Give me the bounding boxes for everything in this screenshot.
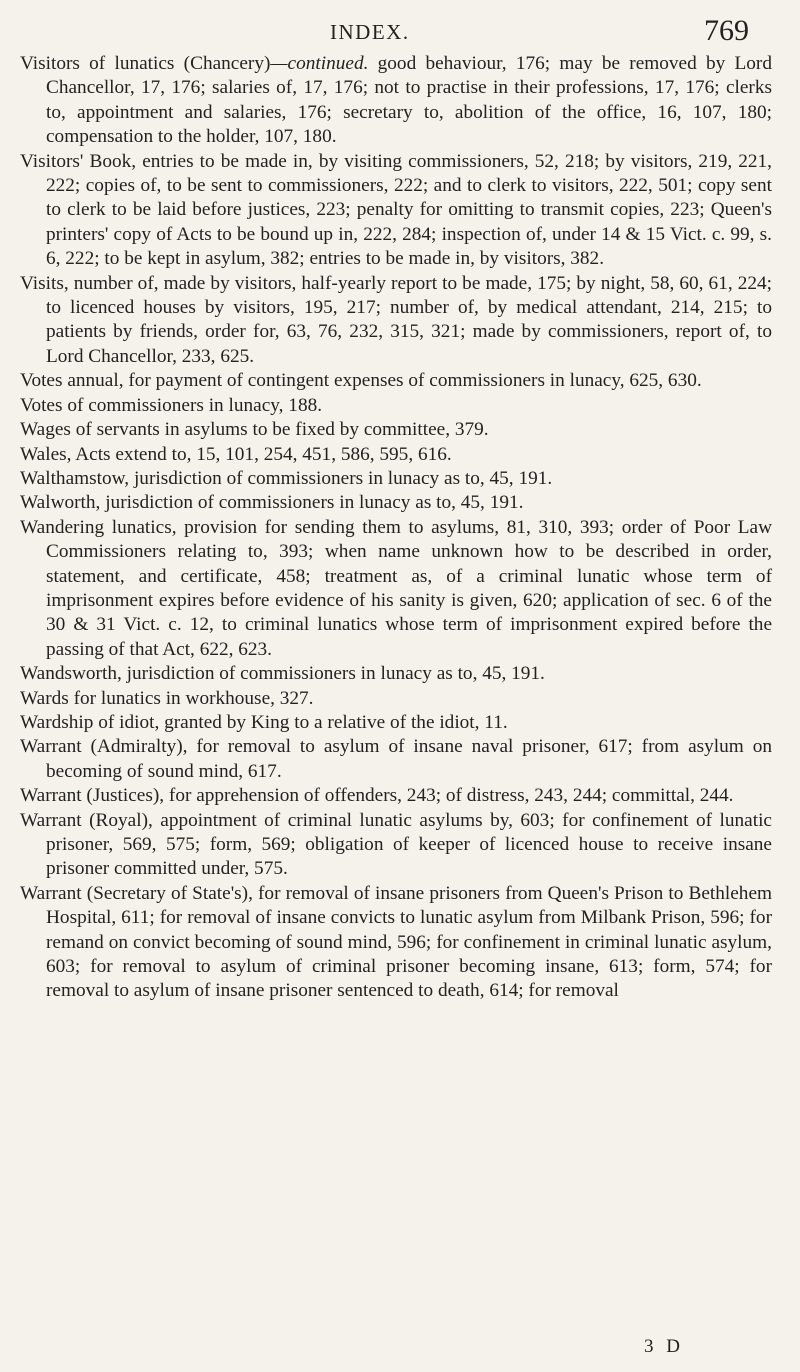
- index-entry: [20, 711, 772, 735]
- index-entry: [20, 809, 772, 882]
- entry-text: for removal to asylum of insane naval prisoner, 617; from asylum on becoming of sound mind, 617.: [46, 736, 772, 782]
- index-entry: [20, 52, 772, 150]
- entry-head: Warrant (Justices),: [20, 785, 165, 807]
- entry-text: of servants in asylums to be fixed by committee, 379.: [70, 419, 489, 441]
- entry-head: Warrant (Secretary of State's),: [20, 882, 253, 904]
- entry-head: Visits,: [20, 272, 69, 294]
- entry-text: good behaviour, 176; may be removed by Lord Chancellor, 17, 176; salaries of, 17, 176; not to practise in their professions, 17, 176; clerks to, appointment and salaries, 176; secretary to, abolition of the office, 16, 107, 180; compensation to the holder, 107, 180.: [46, 53, 772, 148]
- entry-text: for removal of insane prisoners from Queen's Prison to Bethlehem Hospital, 611; for removal of insane convicts to lunatic asylum from Milbank Prison, 596; for remand on convict becoming of sound mind, 596; for confinement in criminal lunatic asylum, 603; for removal to asylum of criminal prisoner becoming insane, 613; form, 574; for removal to asylum of insane prisoner sentenced to death, 614; for removal: [46, 882, 773, 1002]
- entry-head: Walthamstow,: [20, 467, 130, 489]
- entry-head: Wandsworth,: [20, 663, 122, 685]
- entry-head: Wages: [20, 419, 71, 441]
- entry-text: appointment of criminal lunatic asylums by, 603; for confinement of lunatic prisoner, 569, 575; form, 569; obligation of keeper of licenced house to receive insane prisoner committed under, 575.: [46, 809, 772, 880]
- entry-text: jurisdiction of commissioners in lunacy as to, 45, 191.: [100, 492, 524, 514]
- index-entry: [20, 784, 772, 808]
- index-entry: [20, 662, 772, 686]
- entry-head: Votes: [20, 370, 63, 392]
- entry-head: Wandering lunatics,: [20, 516, 177, 538]
- entry-text: annual, for payment of contingent expenses of commissioners in lunacy, 625, 630.: [62, 370, 702, 392]
- index-entry: [20, 516, 772, 662]
- index-entry: [20, 418, 772, 442]
- entry-text: provision for sending them to asylums, 81, 310, 393; order of Poor Law Commissioners relating to, 393; when name unknown how to be described in order, statement, and certificate, 458; treatment as, of a criminal lunatic whose term of imprisonment expires before evidence of his sanity is given, 620; application of sec. 6 of the 30 & 31 Vict. c. 12, to criminal lunatics whose term of imprisonment expired before the passing of that Act, 622, 623.: [46, 516, 772, 660]
- index-entry: [20, 735, 772, 784]
- entry-text: of idiot, granted by King to a relative of the idiot, 11.: [93, 711, 508, 733]
- entry-head: Wardship: [20, 711, 94, 733]
- entry-head: Visitors of lunatics (Chancery): [20, 53, 271, 74]
- entry-text: entries to be made in, by visiting commissioners, 52, 218; by visitors, 219, 221, 222; copies of, to be sent to commissioners, 222; and to clerk to visitors, 222, 501; copy sent to clerk to be laid before justices, 223; penalty for omitting to transmit copies, 223; Queen's printers' copy of Acts to be bound up in, 222, 284; inspection of, under 14 & 15 Vict. c. 99, s. 6, 222; to be kept in asylum, 382; entries to be made in, by visitors, 382.: [46, 150, 772, 270]
- signature-mark: 3 D: [644, 1336, 684, 1357]
- index-entry: [20, 467, 772, 491]
- entry-head: Votes: [20, 394, 63, 416]
- page-number: 769: [704, 14, 749, 47]
- entry-head: Wales,: [20, 443, 72, 465]
- index-entry: [20, 491, 772, 515]
- entry-head: Walworth,: [20, 492, 101, 514]
- entry-text: jurisdiction of commissioners in lunacy as to, 45, 191.: [121, 663, 545, 685]
- entry-head: Warrant (Royal),: [20, 809, 153, 831]
- entry-text: for lunatics in workhouse, 327.: [68, 687, 314, 709]
- page-title: INDEX.: [330, 20, 410, 44]
- entry-text: Acts extend to, 15, 101, 254, 451, 586, 595, 616.: [71, 443, 452, 465]
- entry-continued: —continued.: [270, 53, 369, 74]
- entry-head: Warrant (Admiralty),: [20, 736, 188, 758]
- entry-text: of commissioners in lunacy, 188.: [62, 394, 323, 416]
- index-entry: [20, 687, 772, 711]
- index-entry: [20, 150, 772, 272]
- index-entry: [20, 394, 772, 418]
- entry-head: Visitors' Book,: [20, 150, 137, 172]
- entry-text: number of, made by visitors, half-yearly report to be made, 175; by night, 58, 60, 61, 224; to licenced houses by visitors, 195, 217; number of, by medical attendant, 214, 215; to patients by friends, order for, 63, 76, 232, 315, 321; made by commissioners, report of, to Lord Chancellor, 233, 625.: [46, 272, 772, 367]
- page-header: [0, 6, 800, 46]
- index-entry: [20, 443, 772, 467]
- entry-text: jurisdiction of commissioners in lunacy as to, 45, 191.: [129, 467, 553, 489]
- index-entries: [20, 52, 772, 1004]
- entry-head: Wards: [20, 687, 69, 709]
- entry-text: for apprehension of offenders, 243; of distress, 243, 244; committal, 244.: [164, 785, 734, 807]
- index-entry: [20, 369, 772, 393]
- index-entry: [20, 272, 772, 370]
- index-entry: [20, 882, 772, 1004]
